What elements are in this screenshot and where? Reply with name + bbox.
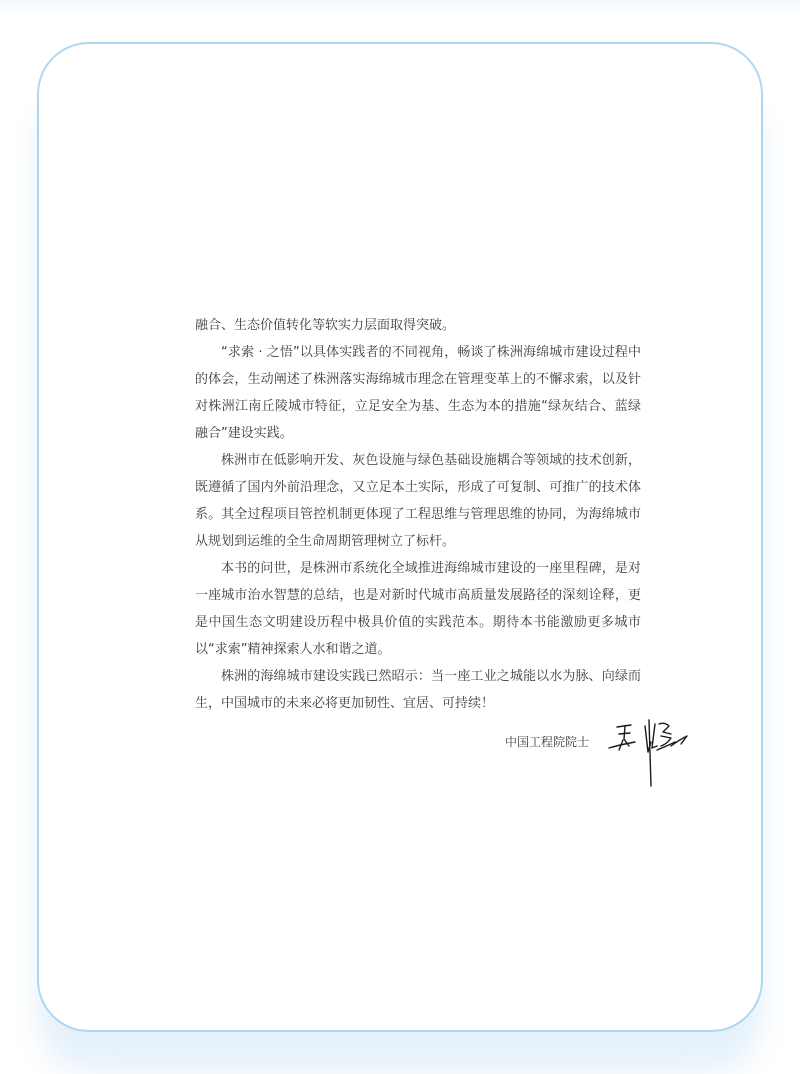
paragraph-5: 株洲的海绵城市建设实践已然昭示：当一座工业之城能以水为脉、向绿而生，中国城市的未来必将更加韧性、宜居、可持续！ bbox=[195, 669, 641, 711]
paragraph-2: “求索 · 之悟”以具体实践者的不同视角，畅谈了株洲海绵城市建设过程中的体会，生动阐述了株洲落实海绵城市理念在管理变革上的不懈求索，以及针对株洲江南丘陵城市特征，立足安全为基、生态为本的措施“绿灰结合、蓝绿融合”建设实践。 bbox=[195, 345, 641, 441]
preface-text bbox=[195, 312, 641, 717]
paragraph-4: 本书的问世，是株洲市系统化全域推进海绵城市建设的一座里程碑，是对一座城市治水智慧的总结，也是对新时代城市高质量发展路径的深刻诠释，更是中国生态文明建设历程中极具价值的实践范本。期待本书能激励更多城市以“求索”精神探索人水和谐之道。 bbox=[195, 561, 641, 657]
paragraph-1: 融合、生态价值转化等软实力层面取得突破。 bbox=[195, 318, 456, 333]
handwritten-signature-icon bbox=[605, 712, 705, 787]
signature-title: 中国工程院院士 bbox=[505, 735, 590, 749]
paragraph-3: 株洲市在低影响开发、灰色设施与绿色基础设施耦合等领域的技术创新，既遵循了国内外前沿理念，又立足本土实际，形成了可复制、可推广的技术体系。其全过程项目管控机制更体现了工程思维与管理思维的协同，为海绵城市从规划到运维的全生命周期管理树立了标杆。 bbox=[195, 453, 641, 549]
signature-block bbox=[505, 722, 705, 792]
top-background-fade bbox=[0, 0, 800, 14]
